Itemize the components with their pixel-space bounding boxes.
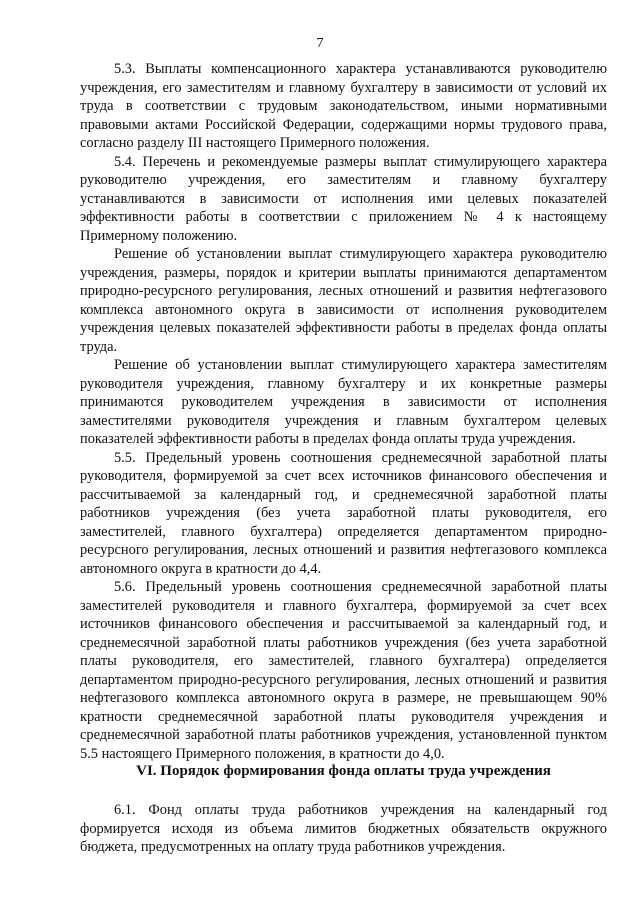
section-vi-heading: VI. Порядок формирования фонда оплаты труда учреждения (136, 763, 551, 779)
paragraph-6-1: 6.1. Фонд оплаты труда работников учреждения на календарный год формируется исходя из объема лимитов бюджетных обязательств окружного бюджета, предусмотренных на оплату труда работников учреждения. (80, 802, 607, 855)
paragraph-decision-head: Решение об установлении выплат стимулирующего характера руководителю учреждения, размеры, порядок и критерии выплаты принимаются департаментом природно-ресурсного регулирования, лесных отношений и развития нефтегазового комплекса автономного округа в зависимости от исполнения руководителем учреждения целевых показателей эффективности работы в пределах фонда оплаты труда. (80, 246, 607, 355)
section-v-body (80, 60, 607, 763)
paragraph-5-5: 5.5. Предельный уровень соотношения среднемесячной заработной платы руководителя, формируемой за счет всех источников финансового обеспечения и рассчитываемой за календарный год, и среднемесячной заработной платы работников учреждения (без учета заработной платы руководителя, его заместителей, главного бухгалтера) определяется департаментом природно-ресурсного регулирования, лесных отношений и развития нефтегазового комплекса автономного округа в кратности до 4,4. (80, 449, 607, 577)
paragraph-decision-deputies: Решение об установлении выплат стимулирующего характера заместителям руководителя учреждения, главному бухгалтеру и их конкретные размеры принимаются руководителем учреждения в зависимости от исполнения заместителями руководителя учреждения и главным бухгалтером целевых показателей эффективности работы в пределах фонда оплаты труда учреждения. (80, 357, 607, 447)
paragraph-5-4: 5.4. Перечень и рекомендуемые размеры выплат стимулирующего характера руководителю учреждения, его заместителям и главному бухгалтеру устанавливаются в зависимости от исполнения ими целевых показателей эффективности работы в соответствии с приложением № 4 к настоящему Примерному положению. (80, 153, 607, 244)
page-number: 7 (316, 36, 324, 51)
paragraph-5-6: 5.6. Предельный уровень соотношения среднемесячной заработной платы заместителей руководителя и главного бухгалтера, формируемой за счет всех источников финансового обеспечения и рассчитываемой за календарный год, и среднемесячной заработной платы работников учреждения (без учета заработной платы руководителя, его заместителей, главного бухгалтера) определяется департаментом природно-ресурсного регулирования, лесных отношений и развития нефтегазового комплекса автономного округа в размере, не превышающем 90% кратности среднемесячной заработной платы руководителя учреждения и среднемесячной заработной платы работников учреждения, установленной пунктом 5.5 настоящего Примерного положения, в кратности до 4,0. (80, 579, 607, 762)
paragraph-5-3: 5.3. Выплаты компенсационного характера устанавливаются руководителю учреждения, его заместителям и главному бухгалтеру в зависимости от условий их труда в соответствии с трудовым законодательством, иными нормативными правовыми актами Российской Федерации, содержащими нормы трудового права, согласно разделу III настоящего Примерного положения. (80, 61, 607, 151)
section-vi-body (80, 801, 607, 857)
